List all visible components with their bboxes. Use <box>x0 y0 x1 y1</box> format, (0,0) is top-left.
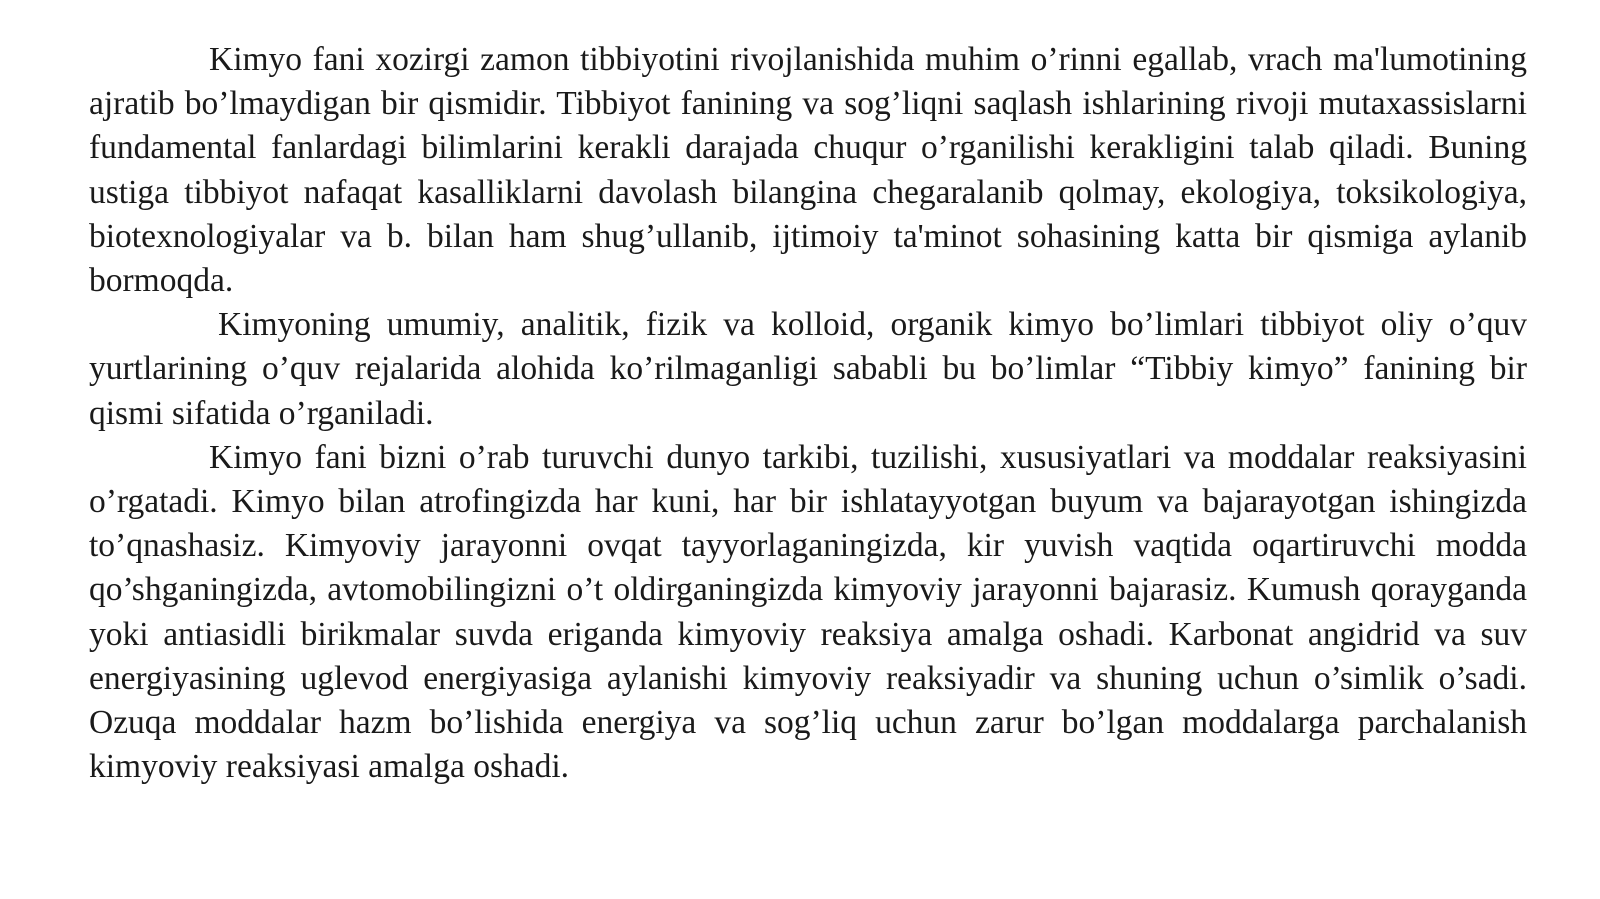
paragraph-3: Kimyo fani bizni o’rab turuvchi dunyo tarkibi, tuzilishi, xususiyatlari va moddalar reaksiyasini o’rgatadi. Kimyo bilan atrofingizda har kuni, har bir ishlatayyotgan buyum va bajarayotgan ishingizda to’qnashasiz. Kimyoviy jarayonni ovqat tayyorlaganingizda, kir yuvish vaqtida oqartiruvchi modda qo’shganingizda, avtomobilingizni o’t oldirganingizda kimyoviy jarayonni bajarasiz. Kumush qorayganda yoki antiasidli birikmalar suvda eriganda kimyoviy reaksiya amalga oshadi. Karbonat angidrid va suv energiyasining uglevod energiyasiga aylanishi kimyoviy reaksiyadir va shuning uchun o’simlik o’sadi. Ozuqa moddalar hazm bo’lishida energiya va sog’liq uchun zarur bo’lgan moddalarga parchalanish kimyoviy reaksiyasi amalga oshadi. <box>89 438 1527 786</box>
document-body <box>89 38 1527 789</box>
paragraph-1: Kimyo fani xozirgi zamon tibbiyotini rivojlanishida muhim o’rinni egallab, vrach ma'lumotining ajratib bo’lmaydigan bir qismidir. Tibbiyot fanining va sog’liqni saqlash ishlarining rivoji mutaxassislarni fundamental fanlardagi bilimlarini kerakli darajada chuqur o’rganilishi kerakligini talab qiladi. Buning ustiga tibbiyot nafaqat kasalliklarni davolash bilangina chegaralanib qolmay, ekologiya, toksikologiya, biotexnologiyalar va b. bilan ham shug’ullanib, ijtimoiy ta'minot sohasining katta bir qismiga aylanib bormoqda. <box>89 41 1527 300</box>
paragraph-2: Kimyoning umumiy, analitik, fizik va kolloid, organik kimyo bo’limlari tibbiyot oliy o’quv yurtlarining o’quv rejalarida alohida ko’rilmaganligi sababli bu bo’limlar “Tibbiy kimyo” fanining bir qismi sifatida o’rganiladi. <box>89 306 1527 432</box>
